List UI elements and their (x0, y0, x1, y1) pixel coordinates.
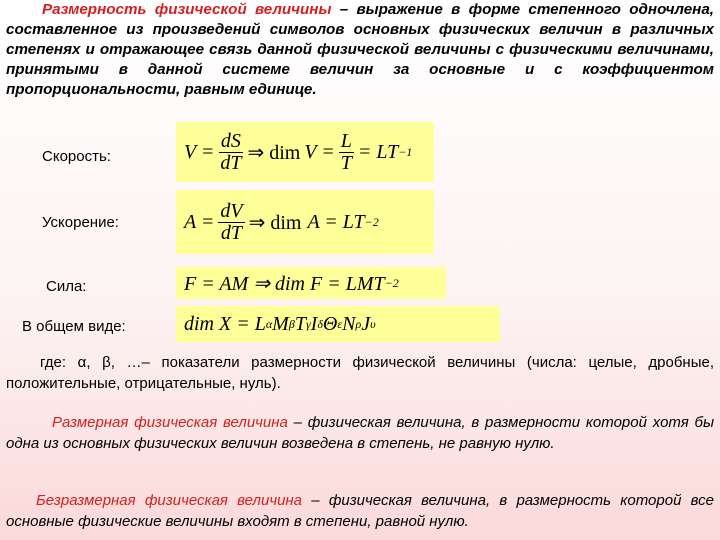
definition-term: Размерность физической величины (42, 1, 332, 18)
sym-N: N (342, 312, 356, 335)
label-acceleration: Ускорение: (42, 214, 119, 231)
dimensional-term: Размерная физическая величина (52, 414, 288, 431)
definition-text: – выражение в форме степенного одночлена, составленное из произведений символов основных физических величин в различных степенях и отражающее связь данной физической величины с физическими величинами, принятыми в данной системе величин за основные и с коэффициентом пропорциональности, равным единице. (6, 1, 714, 98)
sym-J: J (361, 312, 371, 335)
dimensional-definition (6, 412, 714, 454)
dimensional-text: – физическая величина, в размерности которой хотя бы одна из основных физических величин возведена в степень, не равную нулю. (6, 414, 714, 452)
exponents-note (6, 352, 714, 394)
exponents-note-text: α, β, …– показатели размерности физической величины (числа: целые, дробные, положительные, отрицательные, нуль). (6, 354, 714, 392)
sym-M: M (272, 312, 289, 335)
formula-speed-mid: ⇒ dim (247, 141, 301, 164)
formula-speed-den: dT (220, 151, 242, 174)
exp-alpha: α (265, 316, 273, 331)
label-general: В общем виде: (22, 318, 126, 335)
label-force: Сила: (46, 278, 87, 295)
sym-T: T (294, 312, 306, 335)
formula-force (176, 267, 446, 299)
exp-beta: β (288, 316, 295, 331)
sym-I: I (310, 312, 318, 335)
formula-speed-lhs: V = (184, 140, 215, 163)
formula-general (176, 306, 500, 342)
formula-speed-num: dS (220, 129, 241, 152)
formula-force-exp: −2 (384, 275, 399, 290)
formula-speed-exp: −1 (398, 144, 413, 159)
formula-accel-exp: −2 (364, 214, 379, 229)
formula-speed (176, 122, 434, 182)
dimensionless-term: Безразмерная физическая величина (36, 492, 303, 509)
exp-delta: δ (317, 316, 323, 331)
dimensionless-text: – физическая величина, в размерность которой все основные физические величины входят в степени, равной нулю. (6, 492, 714, 530)
exp-gamma: γ (305, 316, 311, 331)
formula-force-text: F = AM ⇒ dim F = LMT (184, 272, 385, 295)
exponents-note-lead: где: (40, 354, 78, 371)
label-speed: Скорость: (42, 148, 111, 165)
formula-acceleration (176, 190, 434, 254)
formula-speed-rhs: = LT (357, 140, 399, 163)
formula-speed-mid2: V = (304, 140, 335, 163)
formula-accel-den: dT (220, 221, 243, 244)
formula-speed-num2: L (340, 129, 352, 152)
formula-accel-rhs: A = LT (307, 210, 365, 233)
exp-upsilon: υ (370, 316, 376, 331)
sym-Theta: Θ (322, 312, 338, 335)
formula-general-text: dim X = L (184, 312, 266, 335)
exp-rho: ρ (355, 316, 362, 331)
definition-paragraph (6, 0, 714, 100)
formula-accel-lhs: A = (184, 210, 215, 233)
exp-epsilon: ε (337, 316, 343, 331)
dimensionless-definition (6, 490, 714, 532)
formula-accel-num: dV (220, 199, 243, 222)
formula-speed-den2: T (340, 151, 352, 174)
formula-accel-mid: ⇒ dim (248, 211, 302, 234)
